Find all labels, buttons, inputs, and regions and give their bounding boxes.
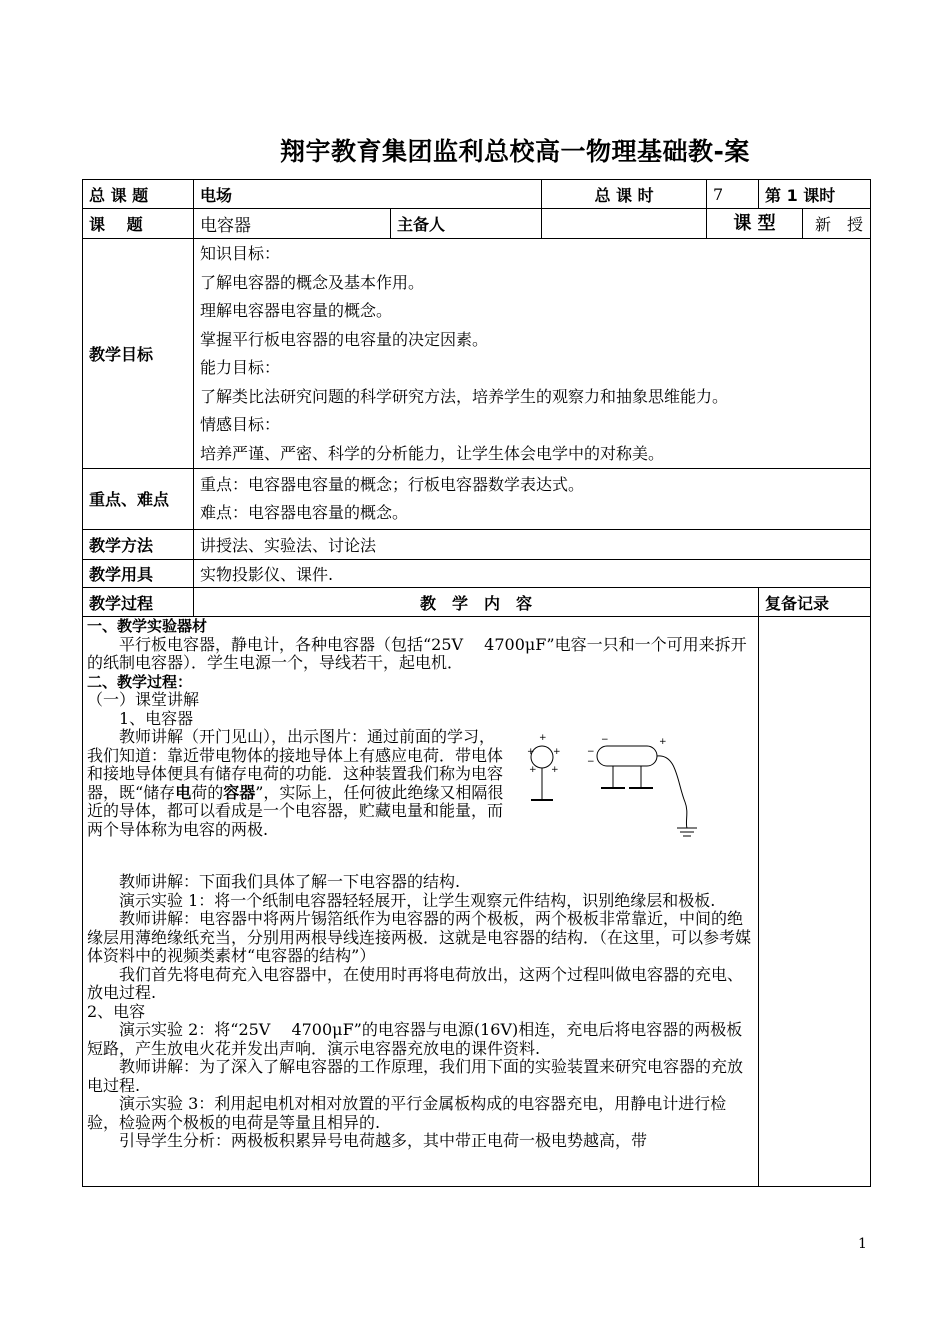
methods-value: 讲授法、实验法、讨论法 — [194, 530, 871, 560]
goals-label: 教学目标 — [83, 239, 194, 469]
page-number: 1 — [858, 1236, 867, 1252]
paragraph: 教师讲解：为了深入了解电容器的工作原理，我们用下面的实验装置来研究电容器的充放电过程. — [87, 1057, 744, 1095]
lesson-label: 课 题 — [83, 209, 194, 239]
process-content — [83, 617, 759, 1187]
key-points-content — [194, 469, 871, 530]
svg-text:+: + — [527, 747, 535, 757]
paragraph: 演示实验 1：将一个纸制电容器轻轻展开，让学生观察元件结构，识别绝缘层和极板. — [119, 890, 716, 910]
lesson-plan-table — [82, 179, 871, 1187]
paragraph: 平行板电容器，静电计，各种电容器（包括“25V 4700μF”电容一只和一个可用来拆开的纸制电容器）．学生电源一个，导线若干，起电机． — [87, 634, 747, 672]
row-process-header — [83, 588, 871, 617]
key-point-line: 重点：电容器电容量的概念；行板电容器数学表达式。 — [200, 474, 585, 494]
process-label: 教学过程 — [83, 588, 194, 617]
row-methods — [83, 530, 871, 560]
row-process-body — [83, 617, 871, 1187]
record-column — [759, 617, 871, 1187]
section-heading: 一、教学实验器材 — [87, 617, 208, 635]
goal-line: 掌握平行板电容器的电容量的决定因素。 — [200, 329, 489, 349]
row-topic — [83, 180, 871, 209]
preparer-value — [542, 209, 707, 239]
methods-label: 教学方法 — [83, 530, 194, 560]
session-label: 第 1 课时 — [759, 180, 871, 209]
goal-line: 能力目标： — [200, 358, 281, 377]
goal-line: 了解类比法研究问题的科学研究方法，培养学生的观察力和抽象思维能力。 — [200, 386, 729, 406]
item-heading: 1、电容器 — [119, 708, 194, 728]
topic-value: 电场 — [194, 180, 542, 209]
row-lesson — [83, 209, 871, 239]
svg-text:+: + — [659, 737, 667, 747]
svg-text:−: − — [601, 735, 609, 745]
paragraph: 教师讲解（开门见山），出示图片：通过前面的学习，我们知道：靠近带电物体的接地导体上有感应电荷．带电体和接地导体便具有储存电荷的功能．这种装置我们称为电容器，既“储存电荷的容器”，实际上，任何彼此绝缘又相隔很近的导体，都可以看成是一个电容器，贮藏电量和能量，而两个导体称为电容的两极. — [87, 727, 504, 839]
preparer-label: 主备人 — [391, 209, 542, 239]
tools-label: 教学用具 — [83, 560, 194, 588]
lesson-value: 电容器 — [194, 209, 391, 239]
row-goals — [83, 239, 871, 469]
paragraph: 教师讲解：电容器中将两片锡箔纸作为电容器的两个极板，两个极板非常靠近，中间的绝缘层用薄绝缘纸充当，分别用两根导线连接两极．这就是电容器的结构．（在这里，可以参考媒体资料中的视频类素材“电容器的结构”） — [87, 909, 752, 965]
item-heading: 2、电容 — [87, 1001, 146, 1021]
paragraph: 我们首先将电荷充入电容器中，在使用时再将电荷放出，这两个过程叫做电容器的充电、放电过程. — [87, 964, 744, 1002]
row-tools — [83, 560, 871, 588]
svg-text:+: + — [539, 733, 547, 743]
svg-text:+: + — [553, 747, 561, 757]
svg-text:−: − — [587, 747, 595, 757]
charged-conductor-figure — [527, 732, 697, 842]
document-title: 翔宇教育集团监利总校高一物理基础教-案 — [280, 137, 750, 166]
svg-text:+: + — [551, 765, 559, 775]
goal-line: 了解电容器的概念及基本作用。 — [200, 272, 425, 292]
record-label: 复备记录 — [759, 588, 871, 617]
goal-line: 培养严谨、严密、科学的分析能力，让学生体会电学中的对称美。 — [200, 443, 665, 463]
topic-label: 总 课 题 — [83, 180, 194, 209]
paragraph: 教师讲解：下面我们具体了解一下电容器的结构. — [119, 872, 461, 891]
goal-line: 情感目标： — [200, 415, 281, 434]
svg-text:−: − — [587, 757, 595, 767]
type-value: 新 授 — [815, 215, 864, 234]
tools-value: 实物投影仪、课件. — [194, 560, 871, 588]
goal-line: 理解电容器电容量的概念。 — [200, 301, 393, 320]
difficulty-line: 难点：电容器电容量的概念。 — [200, 503, 409, 522]
row-key-points — [83, 469, 871, 530]
total-label: 总 课 时 — [542, 180, 707, 209]
total-value: 7 — [707, 180, 759, 209]
paragraph: 演示实验 3：利用起电机对相对放置的平行金属板构成的电容器充电，用静电计进行检验，检验两个极板的电荷是等量且相异的. — [87, 1094, 727, 1132]
type-label: 课 型 — [707, 209, 803, 238]
goals-content — [194, 239, 871, 469]
paragraph: 演示实验 2：将“25V 4700μF”的电容器与电源(16V)相连，充电后将电容器的两极板短路，产生放电火花并发出声响．演示电容器充放电的课件资料. — [87, 1020, 743, 1058]
type-cell — [707, 209, 871, 239]
section-heading: 二、教学过程： — [87, 672, 193, 691]
content-label: 教 学 内 容 — [194, 588, 759, 617]
paragraph: 引导学生分析：两极板积累异号电荷越多，其中带正电荷一极电势越高，带 — [119, 1131, 648, 1150]
key-points-label: 重点、难点 — [83, 469, 194, 530]
svg-text:+: + — [529, 765, 537, 775]
goal-line: 知识目标： — [200, 244, 281, 263]
figure-paragraph — [87, 728, 754, 855]
subsection-heading: （一）课堂讲解 — [87, 690, 200, 709]
